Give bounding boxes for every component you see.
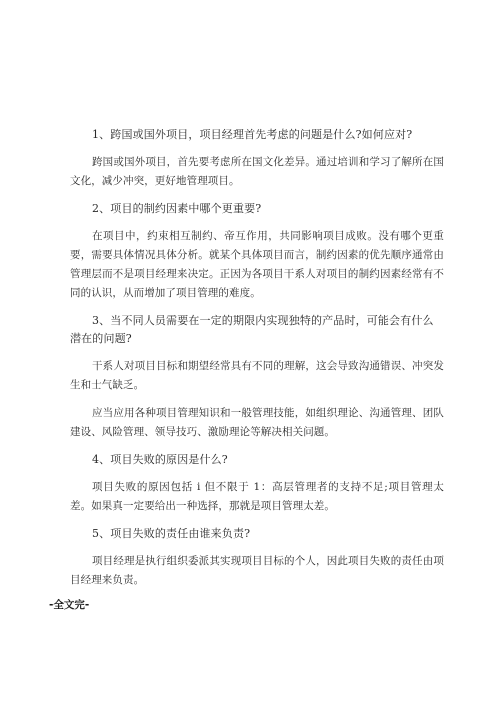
question-5: 5、项目失败的责任由谁来负责?: [92, 527, 251, 540]
question-4: 4、项目失败的原因是什么?: [92, 453, 228, 466]
answer-3a: 干系人对项目目标和期望经常具有不同的理解，这会导致沟通错误、冲突发生和士气缺乏。: [70, 360, 444, 391]
end-of-document-marker: -全文完-: [49, 599, 90, 611]
answer-2: 在项目中，约束相互制约、帝互作用，共同影响项目成败。没有哪个更重要，需要具体情况具体分析。就某个具体项目而言，制约因素的优先顺序通常由管理层而不是项目经理来决定。正因为各项目干系人对项目的制约因素经常有不同的认识，从而增加了项目管理的难度。: [70, 230, 444, 299]
answer-5: 项目经理是执行组织委派其实现项目目标的个人，因此项目失败的责任由项目经理来负责。: [70, 555, 444, 586]
document-body: [70, 126, 444, 599]
question-1: 1、跨国或国外项目，项目经理首先考虑的问题是什么?如何应对?: [92, 128, 413, 141]
answer-4: 项目失败的原因包括 i 但不限于 1：高层管理者的支持不足;项目管理太差。如果真一定要给出一种选择，那就是项目管理太差。: [70, 481, 444, 512]
question-3: 3、当不同人员需要在一定的期限内实现独特的产品时，可能会有什么潜在的问题?: [70, 314, 434, 345]
answer-1: 跨国或国外项目，首先要考虑所在国文化差异。通过培训和学习了解所在国文化，减少冲突，更好地管理项目。: [70, 156, 444, 187]
answer-3b: 应当应用各种项目管理知识和一般管理技能，如组织理论、沟通管理、团队建设、风险管理、领导技巧、激励理论等解决相关问题。: [70, 407, 444, 438]
question-2: 2、项目的制约因素中哪个更重要?: [92, 202, 262, 215]
